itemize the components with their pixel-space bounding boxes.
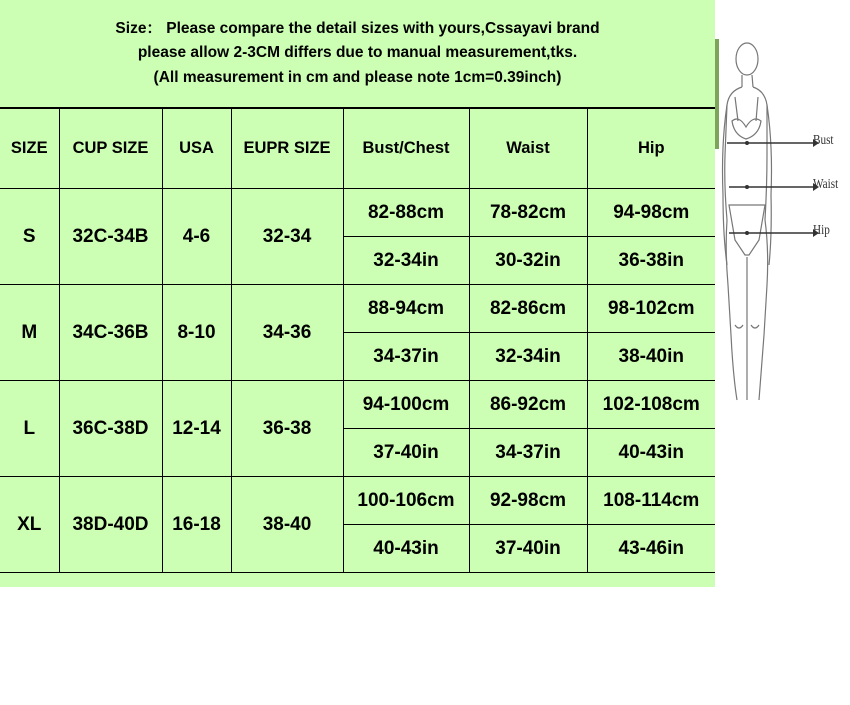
usa-cell: 8-10 <box>162 285 231 381</box>
hip-label: Hip <box>813 223 830 238</box>
waist-cm-cell: 92-98cm <box>469 477 587 525</box>
waist-cm-cell: 82-86cm <box>469 285 587 333</box>
waist-in-cell: 32-34in <box>469 333 587 381</box>
cup-cell: 36C-38D <box>59 381 162 477</box>
bust-cm-cell: 88-94cm <box>343 285 469 333</box>
waist-cm-cell: 78-82cm <box>469 189 587 237</box>
bust-cm-cell: 100-106cm <box>343 477 469 525</box>
size-cell: S <box>0 189 59 285</box>
eu-cell: 34-36 <box>231 285 343 381</box>
bust-in-cell: 37-40in <box>343 429 469 477</box>
hip-in-cell: 40-43in <box>587 429 715 477</box>
hip-in-cell: 38-40in <box>587 333 715 381</box>
waist-cm-cell: 86-92cm <box>469 381 587 429</box>
cup-cell: 38D-40D <box>59 477 162 573</box>
waist-label: Waist <box>813 177 839 192</box>
table-row <box>0 189 715 237</box>
hip-cm-cell: 98-102cm <box>587 285 715 333</box>
bust-in-cell: 34-37in <box>343 333 469 381</box>
header-waist: Waist <box>469 109 587 189</box>
header-bust: Bust/Chest <box>343 109 469 189</box>
notice-line-2: please allow 2-3CM differs due to manual measurement,tks. <box>137 44 578 62</box>
header-row <box>0 109 715 189</box>
hip-cm-cell: 108-114cm <box>587 477 715 525</box>
header-usa: USA <box>162 109 231 189</box>
body-measurement-figure <box>715 35 850 415</box>
cup-cell: 32C-34B <box>59 189 162 285</box>
bust-in-cell: 40-43in <box>343 525 469 573</box>
bust-in-cell: 32-34in <box>343 237 469 285</box>
waist-in-cell: 37-40in <box>469 525 587 573</box>
header-cup-size: CUP SIZE <box>59 109 162 189</box>
usa-cell: 12-14 <box>162 381 231 477</box>
header-eu-size: EUPR SIZE <box>231 109 343 189</box>
notice-line-1: Size： Please compare the detail sizes with yours,Cssayavi brand <box>115 19 600 37</box>
waist-in-cell: 34-37in <box>469 429 587 477</box>
hip-cm-cell: 94-98cm <box>587 189 715 237</box>
size-cell: XL <box>0 477 59 573</box>
eu-cell: 32-34 <box>231 189 343 285</box>
size-notice <box>0 0 715 108</box>
size-cell: M <box>0 285 59 381</box>
waist-in-cell: 30-32in <box>469 237 587 285</box>
bust-label: Bust <box>813 133 834 148</box>
cup-cell: 34C-36B <box>59 285 162 381</box>
notice-line-3: (All measurement in cm and please note 1cm=0.39inch) <box>153 68 562 86</box>
table-row <box>0 381 715 429</box>
hip-cm-cell: 102-108cm <box>587 381 715 429</box>
usa-cell: 16-18 <box>162 477 231 573</box>
eu-cell: 36-38 <box>231 381 343 477</box>
usa-cell: 4-6 <box>162 189 231 285</box>
bust-cm-cell: 82-88cm <box>343 189 469 237</box>
bust-cm-cell: 94-100cm <box>343 381 469 429</box>
header-size: SIZE <box>0 109 59 189</box>
eu-cell: 38-40 <box>231 477 343 573</box>
hip-in-cell: 36-38in <box>587 237 715 285</box>
table-row <box>0 477 715 525</box>
header-hip: Hip <box>587 109 715 189</box>
size-cell: L <box>0 381 59 477</box>
hip-in-cell: 43-46in <box>587 525 715 573</box>
size-table <box>0 108 715 573</box>
green-edge-strip <box>715 39 719 149</box>
table-row <box>0 285 715 333</box>
